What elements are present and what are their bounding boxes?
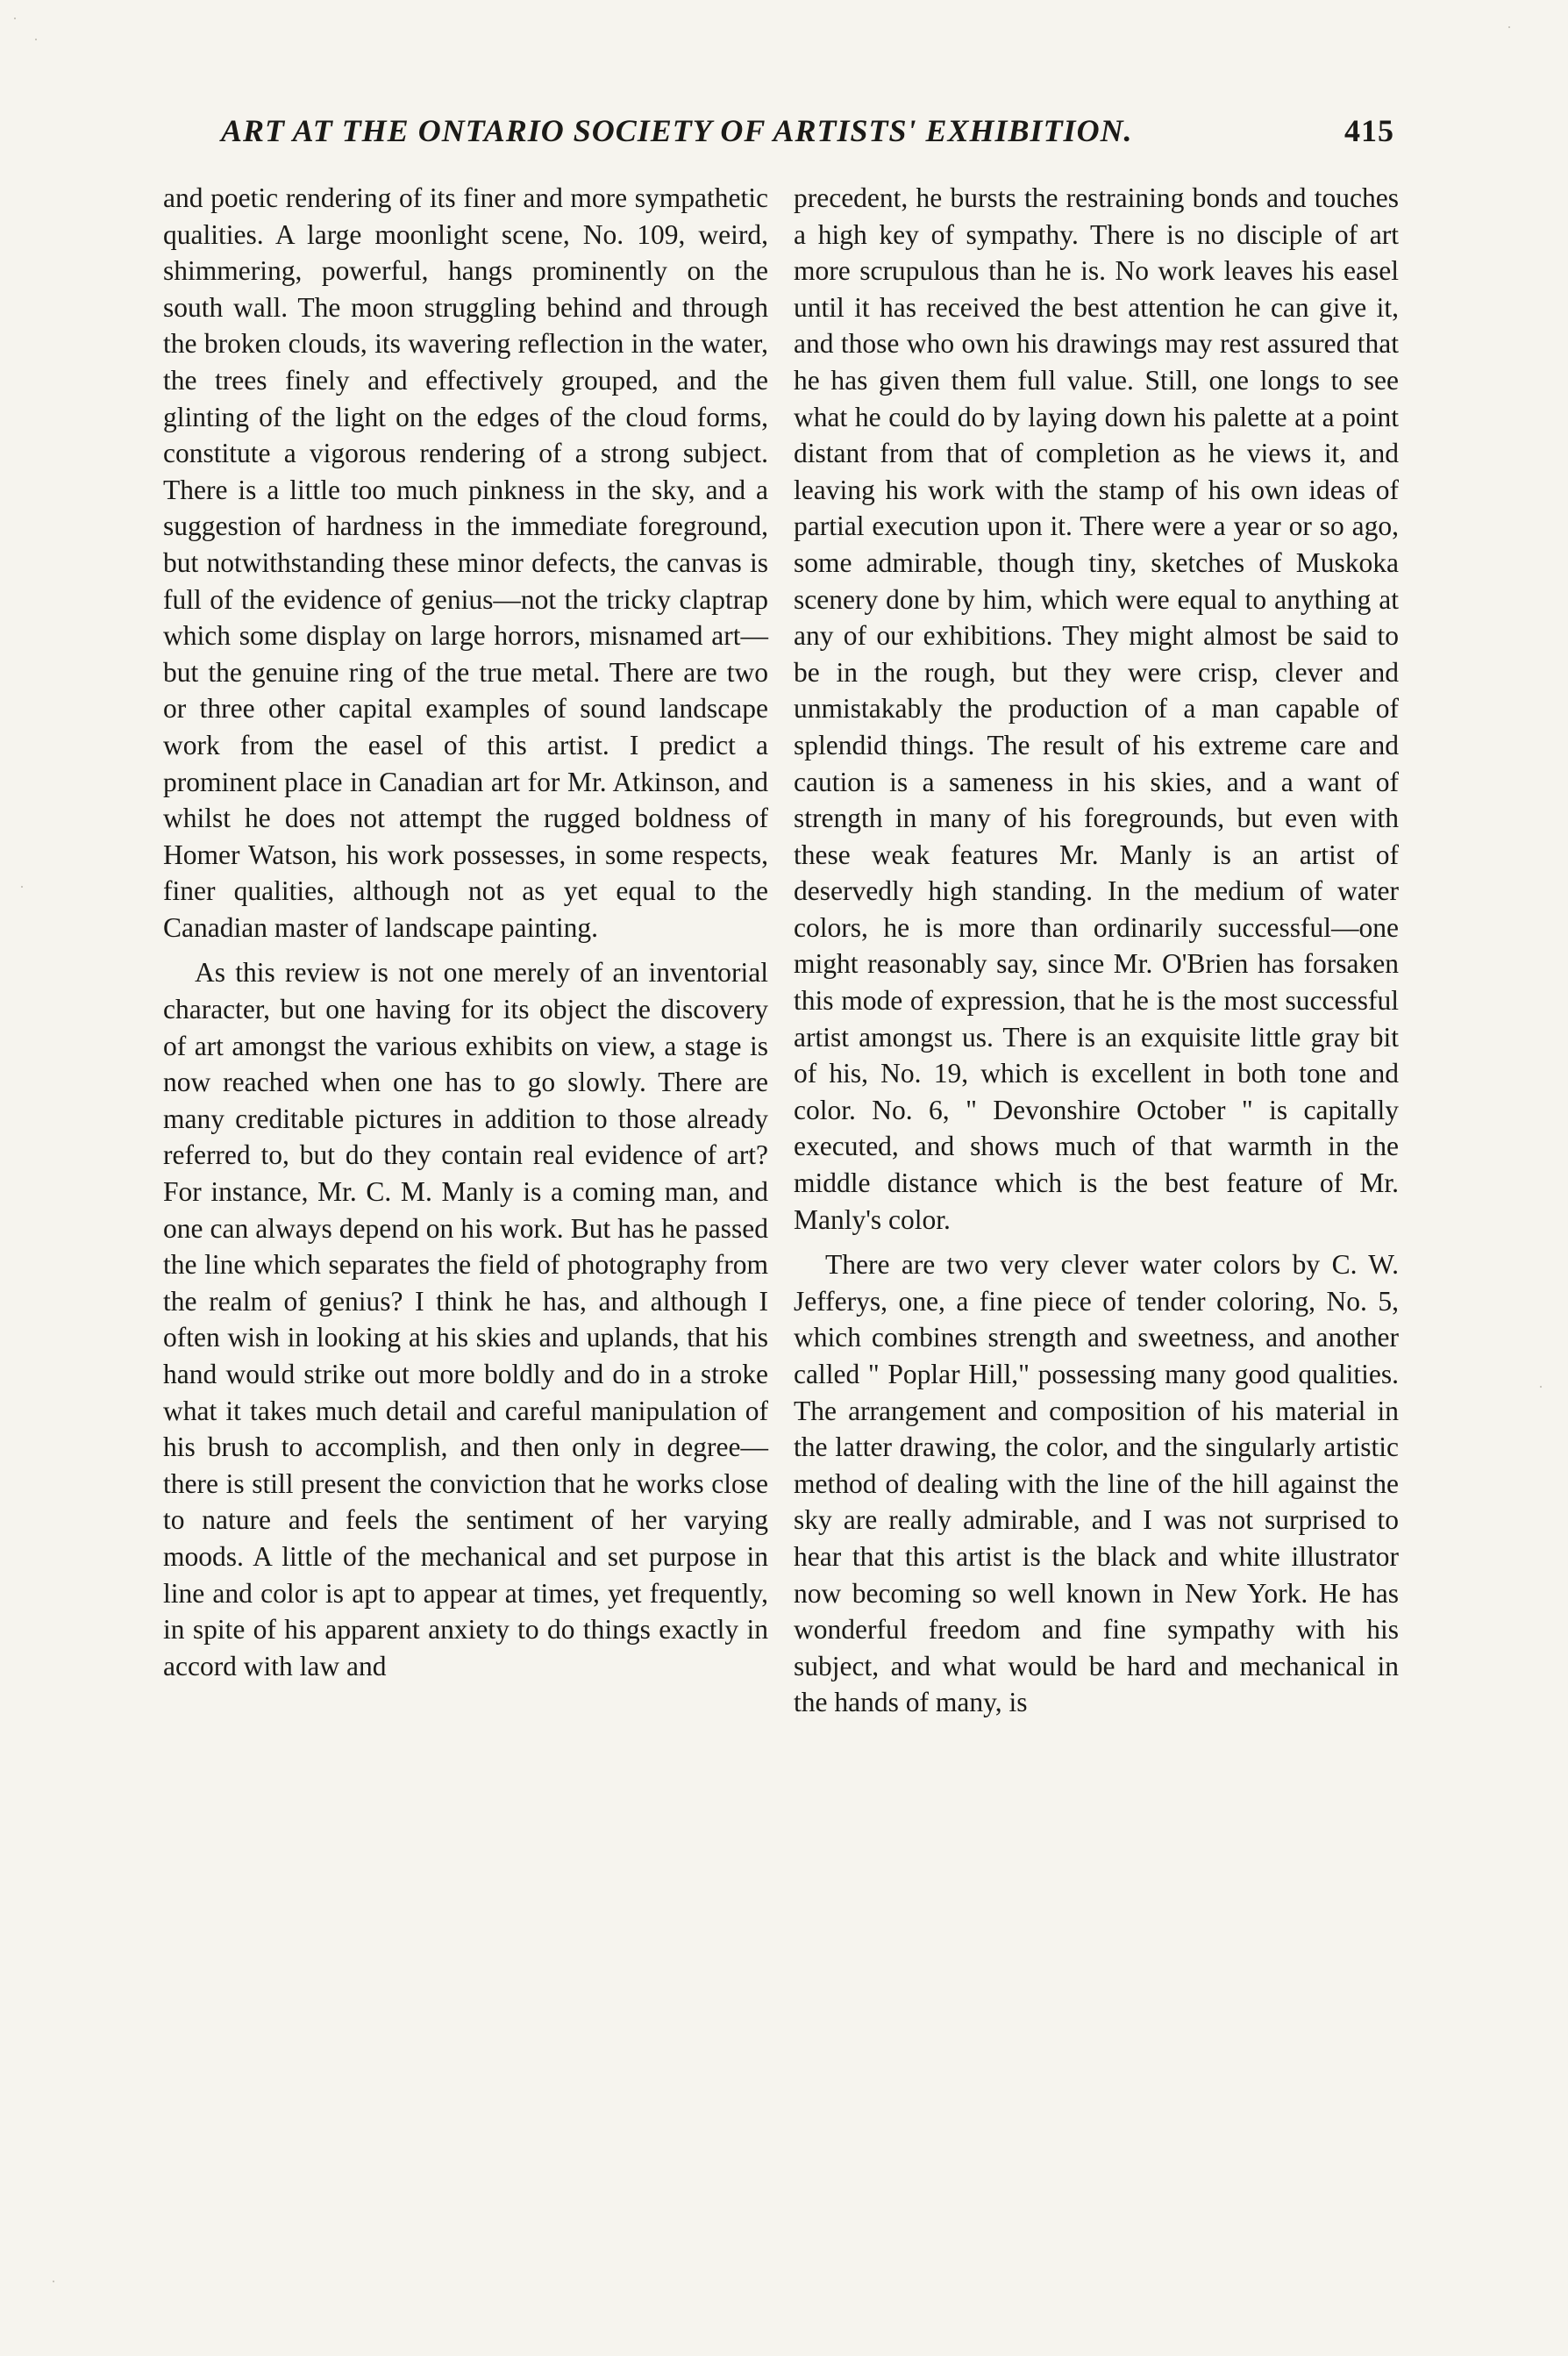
- paragraph: precedent, he bursts the restraining bonds and touches a high key of sympathy. There is no disciple of art more scrupulous than he is. No work leaves his easel until it has received the best attention he can give it, and those who own his drawings may rest assured that he has given them full value. Still, one longs to see what he could do by laying down his palette at a point distant from that of completion as he views it, and leaving his work with the stamp of his own ideas of partial execution upon it. There were a year or so ago, some admirable, though tiny, sketches of Muskoka scenery done by him, which were equal to anything at any of our exhibitions. They might almost be said to be in the rough, but they were crisp, clever and unmistakably the production of a man capable of splendid things. The result of his extreme care and caution is a sameness in his skies, and a want of strength in many of his foregrounds, but even with these weak features Mr. Manly is an artist of deservedly high standing. In the medium of water colors, he is more than ordinarily successful—one might reasonably say, since Mr. O'Brien has forsaken this mode of expression, that he is the most successful artist amongst us. There is an exquisite little gray bit of his, No. 19, which is excellent in both tone and color. No. 6, " Devonshire October " is capitally executed, and shows much of that warmth in the middle distance which is the best feature of Mr. Manly's color.: [794, 182, 1399, 1235]
- scan-speck: [53, 2281, 54, 2282]
- running-head: [158, 112, 1394, 165]
- left-column: [163, 180, 768, 1684]
- page-number: 415: [1344, 113, 1394, 148]
- scan-speck: [21, 886, 23, 888]
- scan-speck: [14, 18, 16, 19]
- paragraph: and poetic rendering of its finer and more sympathetic qualities. A large moonlight scene, No. 109, weird, shimmering, powerful, hangs prominently on the south wall. The moon struggling behind and through the broken clouds, its wavering reflection in the water, the trees finely and effectively grouped, and the glinting of the light on the edges of the cloud forms, constitute a vigorous rendering of a strong subject. There is a little too much pinkness in the sky, and a suggestion of hardness in the immediate foreground, but notwithstanding these minor defects, the canvas is full of the evidence of genius—not the tricky claptrap which some display on large horrors, misnamed art—but the genuine ring of the true metal. There are two or three other capital examples of sound landscape work from the easel of this artist. I predict a prominent place in Canadian art for Mr. Atkinson, and whilst he does not attempt the rugged boldness of Homer Watson, his work possesses, in some respects, finer qualities, although not as yet equal to the Canadian master of landscape painting.: [163, 182, 768, 943]
- paragraph: As this review is not one merely of an inventorial character, but one having for its object the discovery of art amongst the various exhibits on view, a stage is now reached when one has to go slowly. There are many creditable pictures in addition to those already referred to, but do they contain real evidence of art? For instance, Mr. C. M. Manly is a coming man, and one can always depend on his work. But has he passed the line which separates the field of photography from the realm of genius? I think he has, and although I often wish in looking at his skies and uplands, that his hand would strike out more boldly and do in a stroke what it takes much detail and careful manipulation of his brush to accomplish, and then only in degree—there is still present the conviction that he works close to nature and feels the sentiment of her varying moods. A little of the mechanical and set purpose in line and color is apt to appear at times, yet frequently, in spite of his apparent anxiety to do things exactly in accord with law and: [163, 957, 768, 1681]
- scan-speck: [1540, 1386, 1542, 1388]
- scan-speck: [1508, 26, 1510, 28]
- running-head-title: ART AT THE ONTARIO SOCIETY OF ARTISTS' EXHIBITION.: [221, 113, 1133, 148]
- paragraph: There are two very clever water colors by C. W. Jefferys, one, a fine piece of tender coloring, No. 5, which combines strength and sweetness, and another called " Poplar Hill," possessing many good qualities. The arrangement and composition of his material in the latter drawing, the color, and the singularly artistic method of dealing with the line of the hill against the sky are really admirable, and I was not surprised to hear that this artist is the black and white illustrator now becoming so well known in New York. He has wonderful freedom and fine sympathy with his subject, and what would be hard and mechanical in the hands of many, is: [794, 1249, 1399, 1718]
- scan-speck: [35, 39, 37, 40]
- right-column: [794, 180, 1399, 1721]
